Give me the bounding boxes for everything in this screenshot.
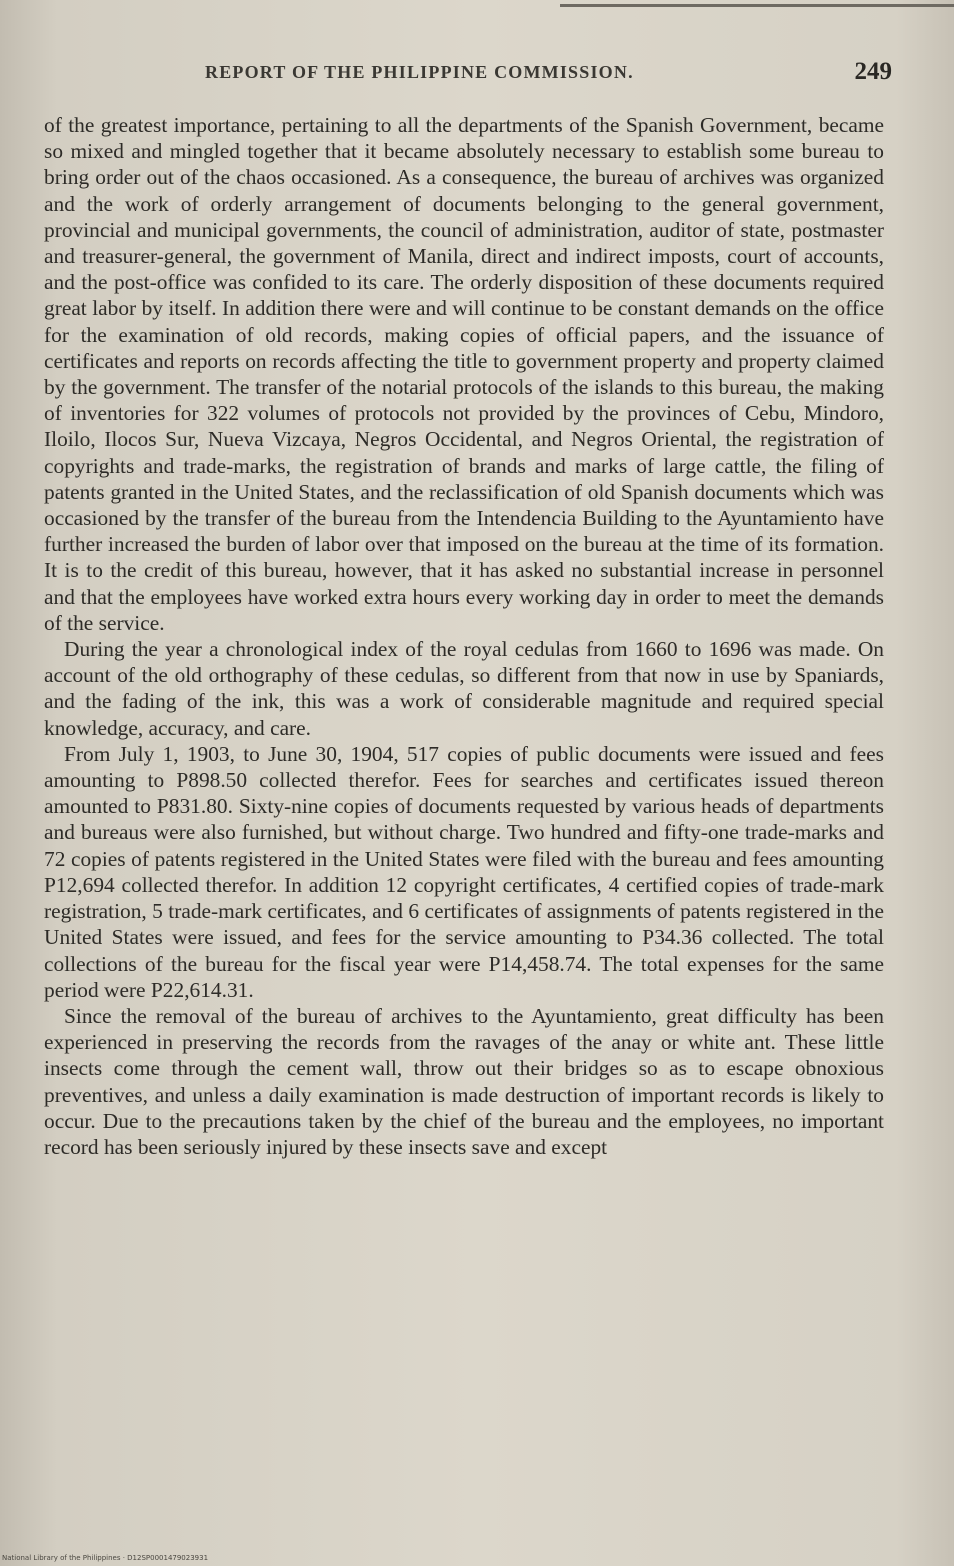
running-title: REPORT OF THE PHILIPPINE COMMISSION. — [205, 62, 634, 82]
paragraph: During the year a chronological index of the royal cedulas from 1660 to 1696 was made. On account of the old orthography of these cedulas, so different from that now in use by Spaniards, and the fading of the ink, this was a work of considerable magnitude and required special knowledge, accuracy, and care. — [44, 637, 884, 740]
body-text — [44, 112, 884, 1160]
scan-credit: National Library of the Philippines · D12SP0001479023931 — [2, 1554, 209, 1562]
paragraph: of the greatest importance, pertaining to all the departments of the Spanish Government, became so mixed and mingled together that it became absolutely necessary to establish some bureau to bring order out of the chaos occasioned. As a consequence, the bureau of archives was organized and the work of orderly arrangement of documents belonging to the general government, provincial and municipal governments, the council of administration, auditor of state, postmaster and treasurer-general, the government of Manila, direct and indirect imposts, court of accounts, and the post-office was confided to its care. The orderly disposition of these documents required great labor by itself. In addition there were and will continue to be constant demands on the office for the examination of old records, making copies of official papers, and the issuance of certificates and reports on records affecting the title to government property and property claimed by the government. The transfer of the notarial protocols of the islands to this bureau, the making of inventories for 322 volumes of protocols not provided by the provinces of Cebu, Mindoro, Iloilo, Ilocos Sur, Nueva Vizcaya, Negros Occidental, and Negros Oriental, the registration of copyrights and trade-marks, the registration of brands and marks of large cattle, the filing of patents granted in the United States, and the reclassification of old Spanish documents which was occasioned by the transfer of the bureau from the Intendencia Building to the Ayuntamiento have further increased the burden of labor over that imposed on the bureau at the time of its formation. It is to the credit of this bureau, however, that it has asked no substantial increase in personnel and that the employees have worked extra hours every working day in order to meet the demands of the service. — [44, 113, 884, 635]
page-number: 249 — [854, 58, 892, 85]
paragraph: Since the removal of the bureau of archives to the Ayuntamiento, great difficulty has been experienced in preserving the records from the ravages of the anay or white ant. These little insects come through the cement wall, throw out their bridges so as to escape obnoxious preventives, and unless a daily examination is made destruction of important records is likely to occur. Due to the precautions taken by the chief of the bureau and the employees, no important record has been seriously injured by these insects save and except — [44, 1003, 884, 1159]
page-header — [40, 58, 892, 94]
scan-edge-line — [560, 4, 954, 7]
paragraph: From July 1, 1903, to June 30, 1904, 517 copies of public documents were issued and fees amounting to P898.50 collected therefor. Fees for searches and certificates issued thereon amounted to P831.80. Sixty-nine copies of documents requested by various heads of departments and bureaus were also furnished, but without charge. Two hundred and fifty-one trade-marks and 72 copies of patents registered in the United States were filed with the bureau and fees amounting P12,694 collected therefor. In addition 12 copyright certificates, 4 certified copies of trade-mark registration, 5 trade-mark certificates, and 6 certificates of assignments of patents registered in the United States were issued, and fees for the service amounting to P34.36 collected. The total collections of the bureau for the fiscal year were P14,458.74. The total expenses for the same period were P22,614.31. — [44, 741, 884, 1002]
